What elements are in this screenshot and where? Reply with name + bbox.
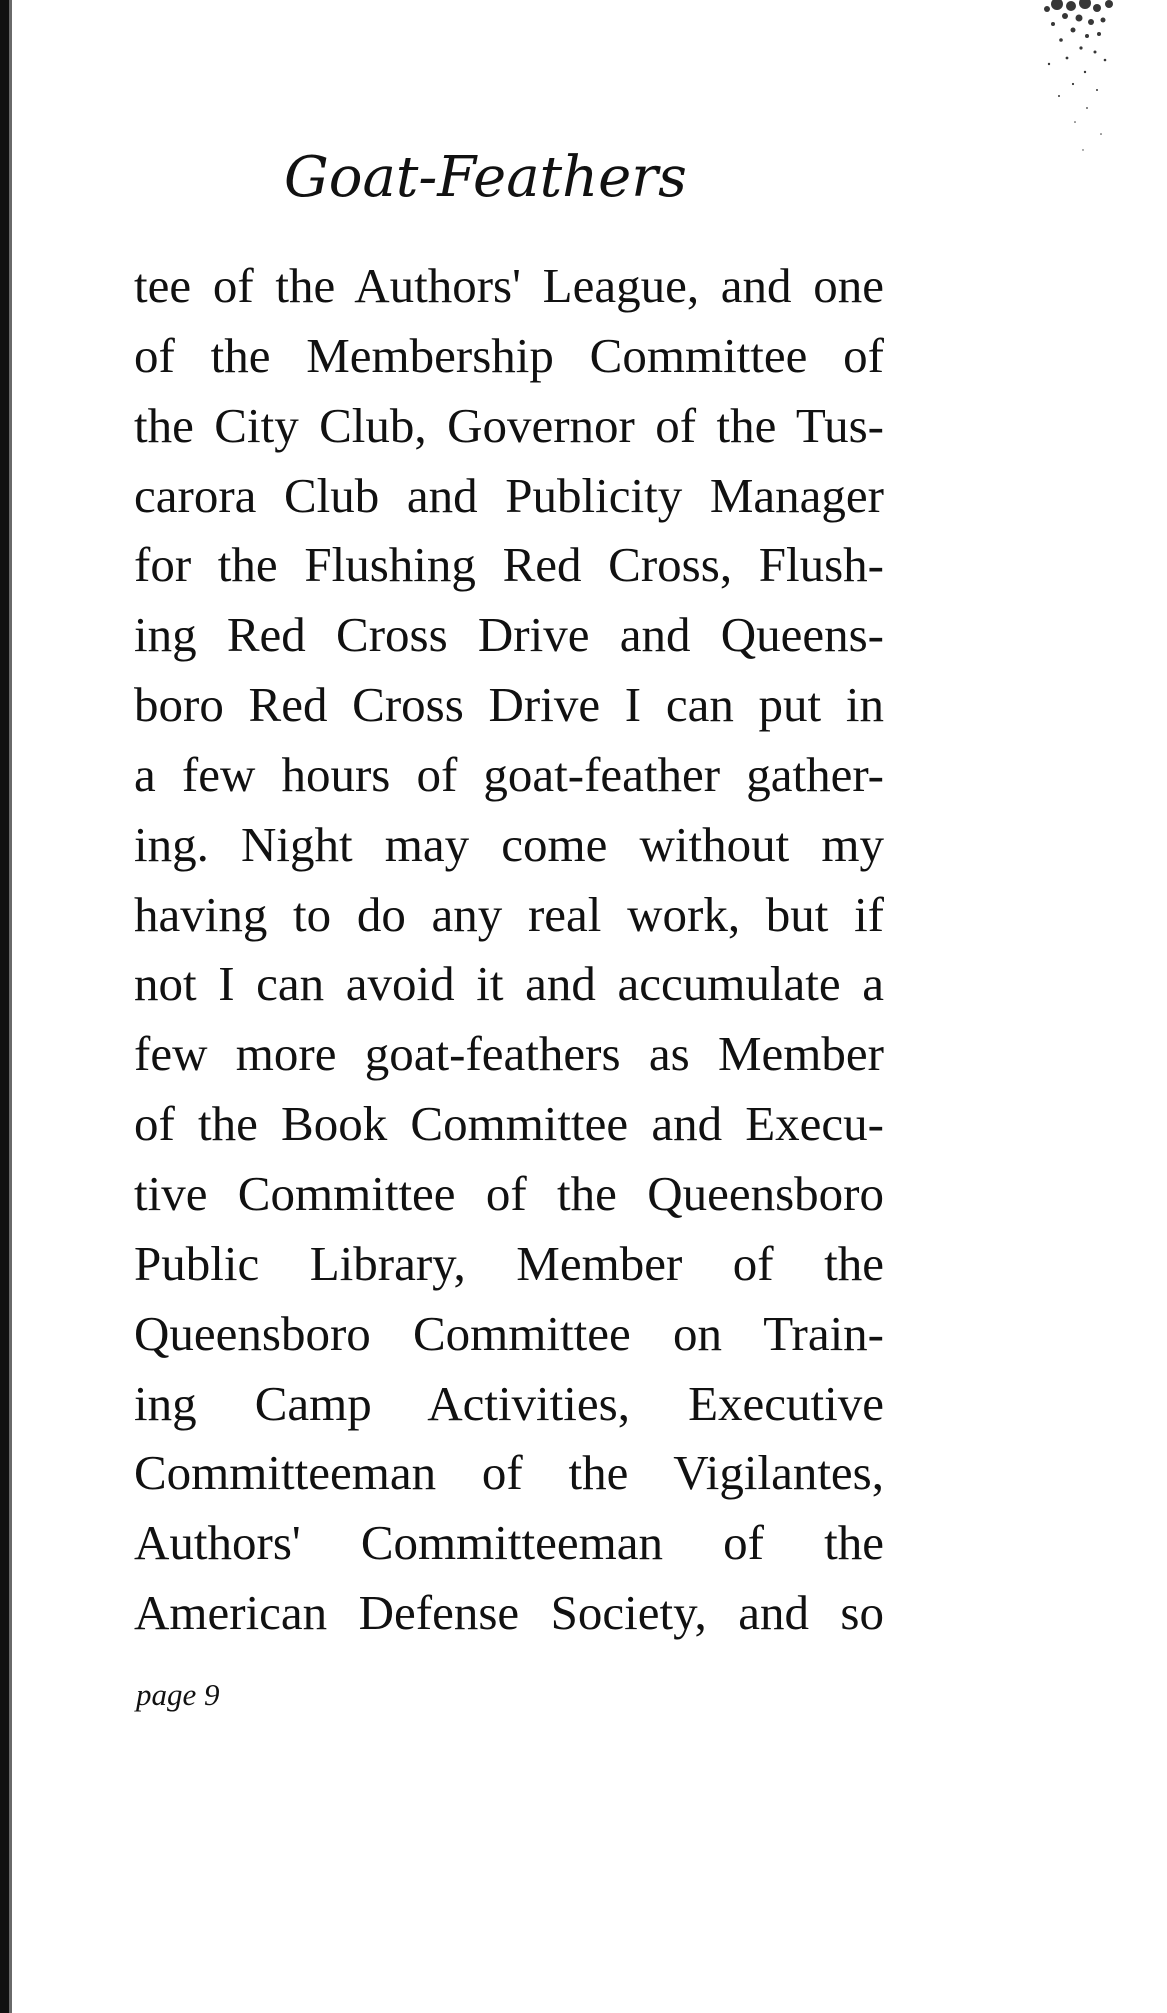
binding-shadow: [9, 0, 12, 2013]
text-line: tee of the Authors' League, and one: [134, 258, 884, 313]
binding-edge: [0, 0, 9, 2013]
text-line: a few hours of goat-feather gather-: [134, 746, 884, 802]
body-text: [134, 251, 884, 1648]
text-line: few more goat-feathers as Member: [134, 1026, 884, 1082]
text-line: ing Camp Activities, Executive: [134, 1375, 884, 1431]
text-line: carora Club and Publicity Manager: [134, 467, 884, 523]
text-line: Authors' Committeeman of the: [134, 1515, 884, 1571]
text-line: Queensboro Committee on Train-: [134, 1305, 884, 1361]
text-line: tive Committee of the Queensboro: [134, 1165, 884, 1221]
text-line: ing Red Cross Drive and Queens-: [134, 607, 884, 663]
running-head: Goat-Feathers: [284, 145, 687, 210]
text-line: boro Red Cross Drive I can put in: [134, 677, 884, 733]
text-line: of the Book Committee and Execu-: [134, 1096, 884, 1152]
text-line: having to do any real work, but if: [134, 886, 884, 942]
text-line: for the Flushing Red Cross, Flush-: [134, 537, 884, 593]
text-line: American Defense Society, and so: [134, 1585, 884, 1641]
text-line: Public Library, Member of the: [134, 1235, 884, 1291]
text-line: of the Membership Committee of: [134, 327, 884, 383]
ink-speckle-mark: [987, 0, 1117, 160]
text-line: ing. Night may come without my: [134, 816, 884, 872]
text-line: the City Club, Governor of the Tus-: [134, 397, 884, 453]
page-number: page 9: [136, 1677, 220, 1712]
text-line: Committeeman of the Vigilantes,: [134, 1445, 884, 1501]
text-line: not I can avoid it and accumulate a: [134, 956, 884, 1012]
